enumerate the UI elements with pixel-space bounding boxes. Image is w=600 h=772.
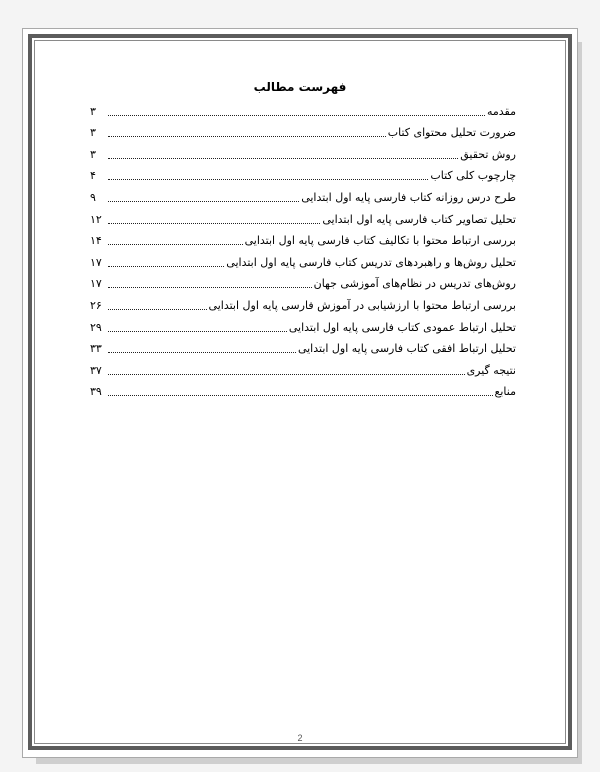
toc-entry-label: طرح درس روزانه کتاب فارسی پایه اول ابتدایی [301,190,516,204]
toc-leader-dots [108,308,207,310]
toc-entry-page: ۲۶ [90,298,102,312]
toc-entry[interactable] [90,163,516,185]
toc-entry-page: ۱۲ [90,212,102,226]
toc-entry-page: ۳ [90,147,96,161]
toc-entry[interactable] [90,228,516,250]
toc-leader-dots [108,394,493,396]
toc-entry-page: ۴ [90,169,96,183]
toc-leader-dots [108,178,428,180]
toc-entry[interactable] [90,271,516,293]
toc-entry-label: تحلیل ارتباط افقی کتاب فارسی پایه اول ابتدایی [297,342,516,356]
toc-entry[interactable] [90,206,516,228]
toc-entry[interactable] [90,292,516,314]
toc-entry-page: ۱۷ [90,277,102,291]
toc-entry-label: روش تحقیق [460,147,516,161]
toc-entry-label: ضرورت تحلیل محتوای کتاب [387,126,516,140]
toc-entry-label: بررسی ارتباط محتوا با تکالیف کتاب فارسی پایه اول ابتدایی [244,234,516,248]
toc-entry-page: ۳ [90,126,96,140]
toc-entry-label: نتیجه گیری [466,363,516,377]
toc-entry-page: ۲۹ [90,320,102,334]
toc-leader-dots [108,200,299,202]
toc-entry-page: ۱۴ [90,234,102,248]
toc-entry-label: تحلیل ارتباط عمودی کتاب فارسی پایه اول ابتدایی [288,320,516,334]
toc-entry-label: چارچوب کلی کتاب [430,169,516,183]
toc-entry-label: منابع [494,385,516,399]
toc-leader-dots [108,157,458,159]
toc-leader-dots [108,265,224,267]
toc-entry[interactable] [90,314,516,336]
toc-entry[interactable] [90,336,516,358]
toc-entry-label: روش‌های تدریس در نظام‌های آموزشی جهان [313,277,516,291]
toc-entry[interactable] [90,120,516,142]
toc-entry[interactable] [90,249,516,271]
toc-entry[interactable] [90,357,516,379]
toc-entry-label: مقدمه [486,104,516,118]
toc-entry[interactable] [90,184,516,206]
toc-title: فهرست مطالب [253,80,347,94]
toc-leader-dots [108,286,312,288]
toc-leader-dots [108,351,296,353]
table-of-contents [90,98,516,400]
toc-entry-page: ۹ [90,190,96,204]
toc-leader-dots [108,330,287,332]
toc-entry-page: ۱۷ [90,255,102,269]
toc-entry[interactable] [90,98,516,120]
toc-entry-label: بررسی ارتباط محتوا با ارزشیابی در آموزش فارسی پایه اول ابتدایی [208,298,516,312]
toc-leader-dots [108,222,320,224]
toc-entry[interactable] [90,141,516,163]
toc-entry[interactable] [90,379,516,401]
toc-leader-dots [108,114,485,116]
toc-entry-page: ۳۳ [90,342,102,356]
toc-entry-label: تحلیل روش‌ها و راهبردهای تدریس کتاب فارسی پایه اول ابتدایی [226,255,516,269]
toc-entry-page: ۳۷ [90,363,102,377]
toc-entry-label: تحلیل تصاویر کتاب فارسی پایه اول ابتدایی [322,212,516,226]
page-number: 2 [297,733,303,743]
toc-leader-dots [108,373,465,375]
toc-entry-page: ۳۹ [90,385,102,399]
toc-leader-dots [108,243,243,245]
toc-entry-page: ۳ [90,104,96,118]
toc-leader-dots [108,135,386,137]
